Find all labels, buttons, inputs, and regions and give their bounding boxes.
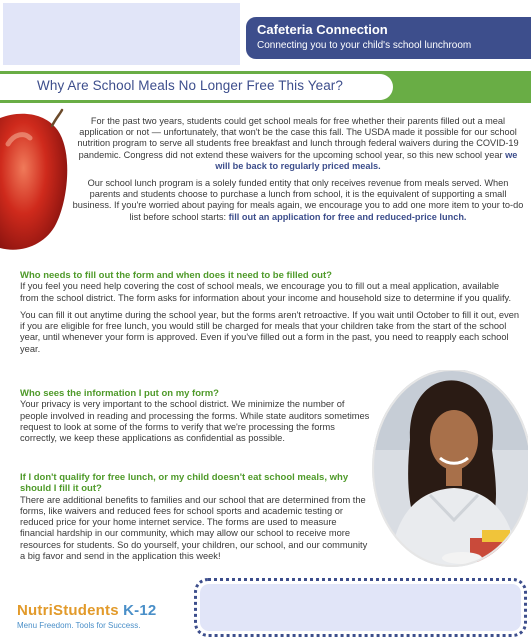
faq-question: If I don't qualify for free lunch, or my child doesn't eat school meals, why should I fill it out? (20, 472, 349, 495)
intro-paragraph-1 (72, 116, 524, 172)
intro-p1-text: For the past two years, students could get school meals for free whether their parents filled out a meal application or not — unfortunately, that won't be the case this fall. The USDA made it possible for our school nutrition program to serve all students free breakfast and lunch through federal waivers during the COVID-19 pandemic. Congress did not extend these waivers for the upcoming school year, so this new school year (77, 116, 519, 160)
faq-question: Who needs to fill out the form and when does it need to be filled out? (20, 270, 332, 281)
intro-p2-text: Our school lunch program is a solely funded entity that only receives revenue from meals served. When parents and students choose to purchase a lunch from school, it is the equivalent of supporting a small business. If you're worried about paying for meals again, we encourage you to add one more item to your to-do list before school starts: (72, 178, 524, 222)
faq-answer: Your privacy is very important to the school district. We minimize the number of people involved in reading and processing the forms. While state auditors sometimes request to look at some of the forms to verify that we're processing the forms correctly, we keep these applications as confidential as possible. (20, 399, 370, 444)
intro-p2-bold: fill out an application for free and reduced-price lunch. (228, 211, 467, 222)
header-banner (246, 17, 531, 59)
intro-text (72, 116, 524, 223)
brand-name-text: NutriStudents (17, 602, 119, 619)
student-photo (370, 370, 528, 570)
newsletter-title: Cafeteria Connection (257, 22, 388, 37)
faq-section-2 (20, 388, 370, 444)
apple-image (0, 104, 70, 252)
brand-k12: K-12 (123, 602, 157, 619)
newsletter-subtitle: Connecting you to your child's school lunchroom (257, 40, 472, 51)
contact-info-box (194, 578, 527, 637)
page-title: Why Are School Meals No Longer Free This Year? (37, 78, 344, 93)
contact-info-placeholder (200, 584, 521, 631)
brand-tagline: Menu Freedom. Tools for Success. (17, 621, 141, 630)
brand-name (17, 602, 156, 619)
intro-p1-bold: we will be back to regularly priced meals. (215, 149, 518, 171)
faq-question: Who sees the information I put on my form? (20, 388, 219, 399)
nutristudents-logo (17, 602, 156, 631)
faq-answer: You can fill it out anytime during the school year, but the forms aren't retroactive. If you wait until October to fill it out, even if you are eligible for free lunch, you would still be charged for meals that your children take from the start of the school year, until whenever your form is approved. Even if you've filled out a form in the past, you need to reapply each school year. (20, 309, 520, 354)
faq-section-1 (20, 270, 520, 355)
faq-section-3 (20, 472, 370, 562)
faq-answer: If you feel you need help covering the cost of school meals, we encourage you to fill out a meal application, available from the school district. The form asks for information about your income and household size to determine if you qualify. (20, 281, 512, 303)
school-logo-placeholder (3, 3, 240, 65)
intro-paragraph-2 (72, 178, 524, 223)
faq-answer: There are additional benefits to families and our school that are determined from the forms, like waivers and reduced fees for school sports and academic testing or reduced price for your home internet service. The forms are used to measure financial hardship in our community, which may allow our school to receive more resources for students. So do yourself, your children, our school, and our community a big favor and send in the application this week! (20, 494, 368, 562)
